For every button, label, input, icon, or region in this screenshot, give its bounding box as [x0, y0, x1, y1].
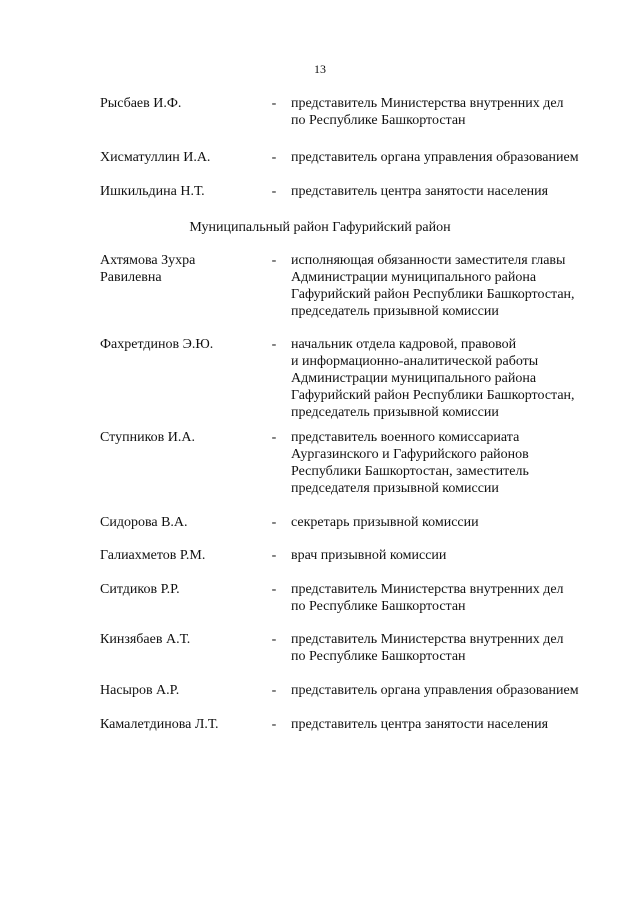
member-name: Ахтямова Зухра Равилевна — [100, 253, 196, 285]
member-name: Ишкильдина Н.Т. — [100, 184, 205, 199]
dash-separator: - — [271, 548, 277, 563]
dash-separator: - — [271, 582, 277, 597]
member-name: Камалетдинова Л.Т. — [100, 717, 219, 732]
member-role: представитель органа управления образованием — [291, 150, 579, 165]
member-role: представитель Министерства внутренних дел по Республике Башкортостан — [291, 96, 564, 128]
member-role: представитель Министерства внутренних дел по Республике Башкортостан — [291, 582, 564, 614]
member-role: представитель органа управления образованием — [291, 683, 579, 698]
member-name: Хисматуллин И.А. — [100, 150, 211, 165]
dash-separator: - — [271, 683, 277, 698]
member-role: начальник отдела кадровой, правовой и информационно-аналитической работы Администрации муниципального района Гафурийский район Республики Башкортостан, председатель призывной комиссии — [291, 337, 575, 420]
member-name: Ступников И.А. — [100, 430, 195, 445]
dash-separator: - — [271, 430, 277, 445]
member-name: Ситдиков Р.Р. — [100, 582, 180, 597]
member-name: Сидорова В.А. — [100, 515, 188, 530]
dash-separator: - — [271, 717, 277, 732]
member-name: Насыров А.Р. — [100, 683, 180, 698]
member-role: представитель центра занятости населения — [291, 184, 549, 199]
dash-separator: - — [271, 337, 277, 352]
member-role: представитель военного комиссариата Аургазинского и Гафурийского районов Республики Башкортостан, заместитель председателя призывной комиссии — [291, 430, 529, 496]
member-name: Кинзябаев А.Т. — [100, 632, 191, 647]
member-name: Галиахметов Р.М. — [100, 548, 206, 563]
member-name: Рысбаев И.Ф. — [100, 96, 182, 111]
member-name: Фахретдинов Э.Ю. — [100, 337, 214, 352]
member-role: представитель центра занятости населения — [291, 717, 549, 732]
section-title: Муниципальный район Гафурийский район — [189, 220, 451, 235]
dash-separator: - — [271, 632, 277, 647]
member-role: врач призывной комиссии — [291, 548, 447, 563]
dash-separator: - — [271, 184, 277, 199]
dash-separator: - — [271, 253, 277, 268]
member-role: исполняющая обязанности заместителя главы Администрации муниципального района Гафурийский район Республики Башкортостан, председатель призывной комиссии — [291, 253, 575, 319]
dash-separator: - — [271, 515, 277, 530]
member-role: представитель Министерства внутренних дел по Республике Башкортостан — [291, 632, 564, 664]
member-role: секретарь призывной комиссии — [291, 515, 479, 530]
dash-separator: - — [271, 96, 277, 111]
page-number: 13 — [314, 62, 326, 76]
dash-separator: - — [271, 150, 277, 165]
